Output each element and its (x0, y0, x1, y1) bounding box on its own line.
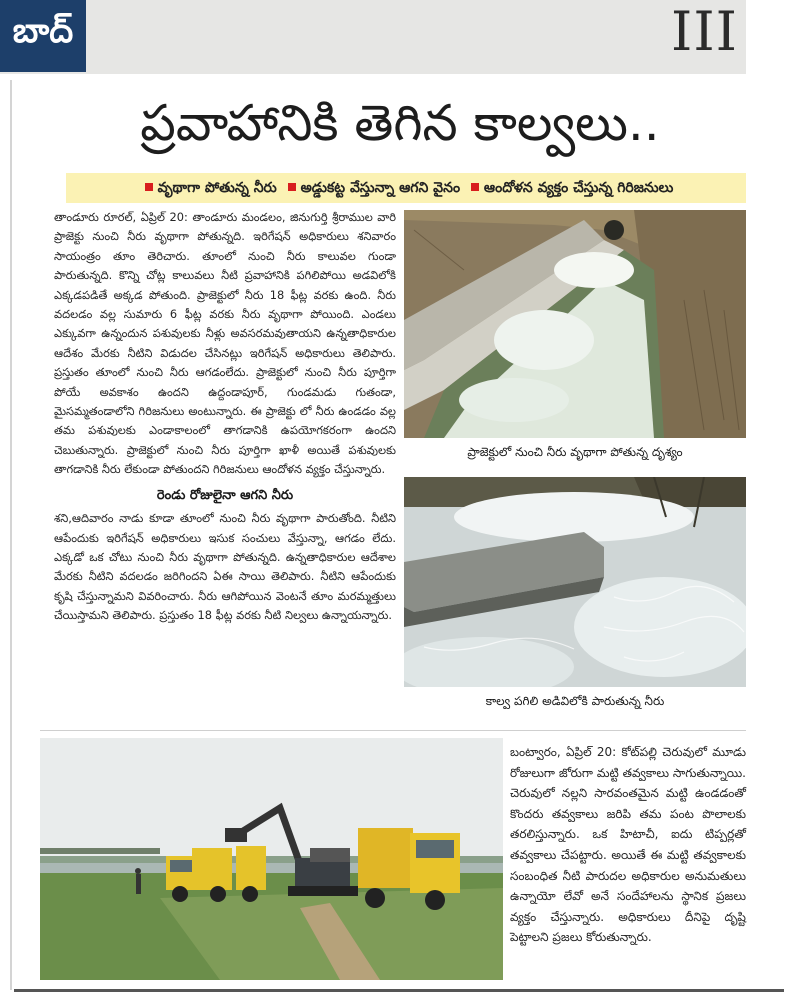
story-subheading: రెండు రోజులైనా ఆగని నీరు (156, 487, 294, 503)
story-paragraph: తాండూరు రూరల్, ఏప్రిల్ 20: తాండూరు మండలం, జినుగుర్తి శ్రీరాముల వారి ప్రాజెక్టు నుంచి నీరు వృథాగా పోతున్నది. ఇరిగేషన్ అధికారులు శనివారం సాయంత్రం తూం తెరిచారు. తూంలో నుంచి నీరు కాలువల గుండా పారుతున్నది. కొన్ని చోట్ల కాలువలు నీటి ప్రవాహానికి పగిలిపోయి అడవిలోకి ఎక్కడపడితే అక్కడ పోతుంది. ప్రాజెక్టులో నీరు 18 ఫీట్ల వరకు ఉంది. నీరు వదలడం వల్ల సుమారు 6 ఫీట్ల వరకు నీరు వృథాగా పోయింది. ఎండలు ఎక్కువగా ఉన్నందున పశువులకు నీళ్లు అవసరమవుతాయని ఉన్నతాధికారుల ఆదేశం మేరకు నీటిని విడుదల చేసినట్లు ఇరిగేషన్ అధికారులు తెలిపారు. ప్రస్తుతం తూంలో నుంచి నీరు ఆగడంలేదు. ప్రాజెక్టులో నుంచి నీరు పూర్తిగా పోయే అవకాశం ఉందని ఉద్దండాపూర్, గుండమడు గుతండా, మైసమ్మతండాలోని గిరిజనులు అంటున్నారు. ఈ ప్రాజెక్టు లో నీరు ఉండడం వల్ల తమ పశువులకు ఎండాకాలంలో తాగడానికి ఉపయోగకరంగా ఉందని చెబుతున్నారు. ప్రాజెక్టులో నుంచి నీరు పూర్తిగా ఖాళీ అయితే పశువులకు తాగడానికి నీరు లేకుండా పోతుందని గిరిజనులు ఆందోళన వ్యక్తం చేస్తున్నారు. (54, 210, 396, 477)
subhead-item: ఆందోళన వ్యక్తం చేస్తున్న గిరిజనులు (483, 180, 674, 196)
bullet-icon (288, 183, 296, 191)
bullet-icon (471, 183, 479, 191)
second-story-paragraph: బంట్వారం, ఏప్రిల్ 20: కోట్‌పల్లి చెరువులో మూడు రోజులుగా జోరుగా మట్టి తవ్వకాలు సాగుతున్నాయి. చెరువులో నల్లని సారవంతమైన మట్టి ఉండడంతో కొందరు తవ్వకాలు జరిపి తమ పంట పొలాలకు తరలిస్తున్నారు. ఒక హిటాచీ, ఐదు టిప్పర్లతో తవ్వకాలు చేపట్టారు. అయితే ఈ మట్టి తవ్వకాలకు సంబంధిత నీటి పారుదల అధికారుల అనుమతులు ఉన్నాయో లేవో అనే సందేహాలను స్థానిక ప్రజలు వ్యక్తం చేస్తున్నారు. అధికారులు దీనిపై దృష్టి పెట్టాలని ప్రజలు కోరుతున్నారు. (510, 745, 746, 945)
page-number: III (671, 0, 738, 63)
photo-caption: కాల్వ పగిలి అడివిలోకి పారుతున్న నీరు (485, 694, 665, 708)
subhead-item: వృథాగా పోతున్న నీరు (157, 180, 277, 196)
story-paragraph: శని,ఆదివారం నాడు కూడా తూంలో నుంచి నీరు వృథాగా పారుతోంది. నీటిని ఆపేందుకు ఇరిగేషన్ అధికారులు ఇసుక సంచులు వేస్తున్నా, ఆగడం లేదు. ఎక్కడో ఒక చోటు నుంచి నీరు వృథాగా పోతున్నది. ఉన్నతాధికారుల ఆదేశాల మేరకు నీటిని వదలడం జరిగిందని ఏఈ సాయి తెలిపారు. నీటిని ఆపేందుకు కృషి చేస్తున్నామని వివరించారు. నీరు ఆగిపోయిన వెంటనే తూం మరమ్మత్తులు చేయిస్తామని తెలిపారు. ప్రస్తుతం 18 ఫీట్ల వరకు నీటి నిల్వలు ఉన్నాయన్నారు. (54, 511, 396, 623)
broken-canal-illustration (404, 477, 746, 687)
subhead-item: అడ్డుకట్ట వేస్తున్నా ఆగని వైనం (300, 180, 461, 196)
canal-outlet-photo (404, 210, 746, 438)
photo-caption: ప్రాజెక్టులో నుంచి నీరు వృథాగా పోతున్న దృశ్యం (467, 445, 683, 459)
excavation-photo (40, 738, 503, 980)
canal-outlet-illustration (404, 210, 746, 438)
story-column (54, 208, 396, 626)
section-divider (40, 730, 746, 731)
subhead-strip (66, 173, 746, 203)
headline: ప్రవాహానికి తెగిన కాల్వలు.. (140, 94, 660, 152)
bullet-icon (145, 183, 153, 191)
masthead-bar (0, 0, 746, 74)
masthead-section-label: బాద్ (0, 0, 86, 72)
excavation-illustration (40, 738, 503, 980)
broken-canal-photo (404, 477, 746, 687)
column-divider (10, 80, 12, 990)
second-story-column (510, 742, 746, 948)
page-bottom-rule (14, 989, 784, 992)
